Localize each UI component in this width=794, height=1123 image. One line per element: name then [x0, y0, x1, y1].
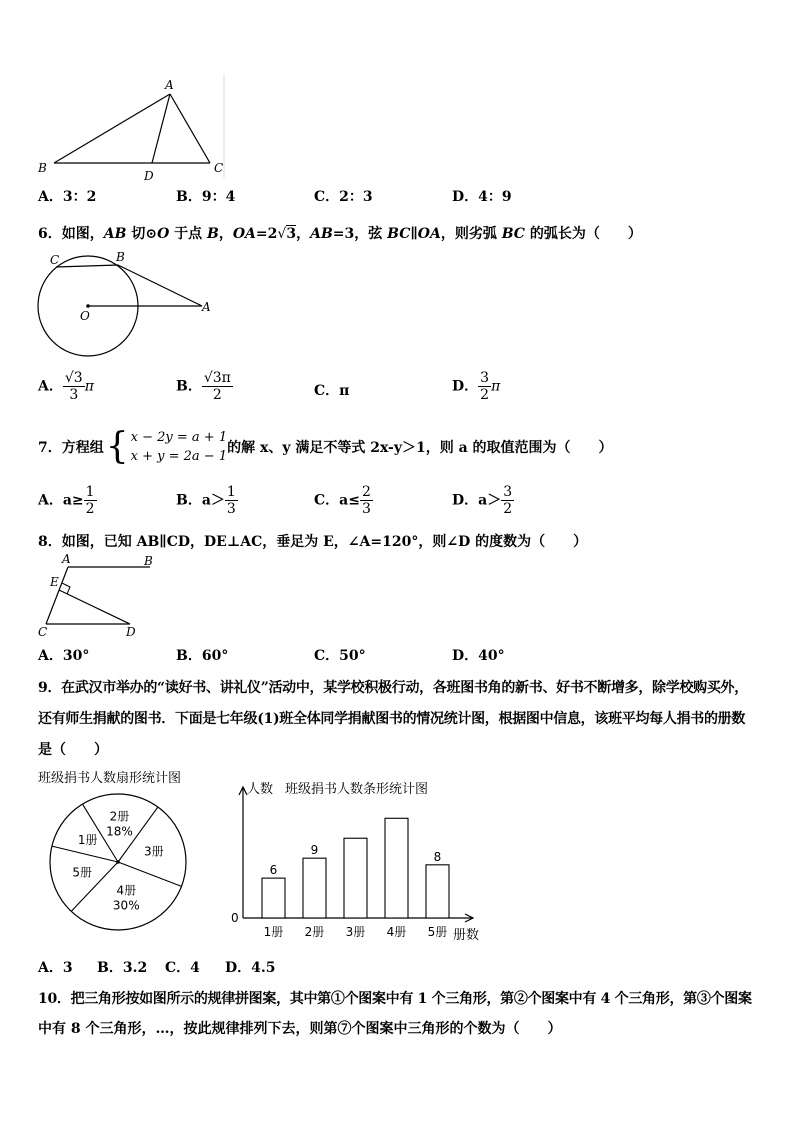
equation-1: x − 2y = a + 1: [130, 430, 228, 445]
bar-4册: [385, 818, 408, 918]
pie-slice-4: [72, 866, 92, 880]
point-b-label: B: [116, 250, 125, 264]
q9-option-b[interactable]: B．3.2: [97, 960, 148, 976]
x-axis-label: 册数: [453, 928, 480, 943]
q10-stem-line2: 中有 8 个三角形，…，按此规律排列下去，则第⑦个图案中三角形的个数为（ ）: [38, 1021, 562, 1037]
point-d-label: D: [126, 625, 136, 639]
q8-stem: 8．如图，已知 AB∥CD，DE⊥AC，垂足为 E，∠A=120°，则∠D 的度数为（ ）: [38, 534, 588, 550]
parallel-lines-figure: [30, 552, 160, 642]
q8-option-d[interactable]: D．40°: [452, 648, 505, 664]
q7-option-d[interactable]: D．a＞ $\frac{3}{2}$: [452, 484, 513, 517]
q9-option-c[interactable]: C．4: [165, 960, 200, 976]
triangle-abc-figure: [30, 72, 230, 182]
point-c-label: C: [50, 253, 60, 267]
q9-stem-line2: 还有师生捐献的图书．下面是七年级(1)班全体同学捐献图书的情况统计图，根据图中信息，该班平均每人捐书的册数: [38, 711, 746, 727]
point-a-label: A: [62, 552, 71, 566]
x-tick-label: 1册: [263, 925, 284, 939]
point-c-label: C: [38, 625, 48, 639]
pie-slice-label: 1册: [77, 833, 98, 848]
q7-option-c[interactable]: C．a≤ $\frac{2}{3}$: [314, 484, 371, 517]
q5-option-a[interactable]: A．3：2: [38, 189, 97, 205]
point-o-label: O: [80, 309, 90, 323]
bar-5册: [426, 865, 449, 918]
q6-option-c[interactable]: C．π: [314, 383, 350, 399]
q6-stem: 6．如图，AB 切⊙O 于点 B，OA=2√3，AB=3，弦 BC∥OA，则劣弧 BC 的弧长为（ ）: [38, 226, 642, 242]
bar-data-label: 6: [269, 863, 278, 878]
x-tick-label: 5册: [427, 925, 448, 939]
q9-stem-line3: 是（ ）: [38, 742, 108, 758]
bar-1册: [262, 878, 285, 918]
pie-slice-label: 5册: [72, 865, 92, 880]
origin-label: 0: [231, 911, 239, 925]
equation-2: x + y = 2a − 1: [130, 449, 228, 464]
point-b-label: B: [38, 161, 47, 175]
q10-stem-line1: 10．把三角形按如图所示的规律拼图案，其中第①个图案中有 1 个三角形，第②个图案中有 4 个三角形，第③个图案: [38, 991, 752, 1007]
point-c-label: C: [214, 161, 224, 175]
q8-option-a[interactable]: A．30°: [38, 648, 90, 664]
x-tick-label: 4册: [386, 925, 407, 939]
pie-slice-label: 4册: [116, 883, 137, 898]
equation-system-brace: {: [105, 426, 129, 467]
point-e-label: E: [50, 575, 59, 589]
pie-slice-label: 2册: [109, 809, 130, 824]
pie-slice-percent: 30%: [112, 898, 140, 913]
q9-stem-line1: 9．在武汉市举办的“读好书、讲礼仪”活动中，某学校积极行动，各班图书角的新书、好书不断增多，除学校购买外，: [38, 680, 748, 696]
q5-option-b[interactable]: B．9：4: [176, 189, 236, 205]
point-a-label: A: [202, 300, 211, 314]
pie-slice-1: [106, 810, 133, 839]
q6-option-d[interactable]: D． $\frac{3}{2}$ π: [452, 370, 501, 403]
q7-option-a[interactable]: A．a≥ $\frac{1}{2}$: [38, 484, 95, 517]
q7-option-b[interactable]: B．a＞ $\frac{1}{3}$: [176, 484, 236, 517]
q8-option-c[interactable]: C．50°: [314, 648, 366, 664]
q9-option-d[interactable]: D．4.5: [225, 960, 276, 976]
q7-stem: 7．方程组 { x − 2y = a + 1 x + y = 2a − 1 的解 x、y 满足不等式 2x-y＞1，则 a 的取值范围为（ ）: [38, 426, 613, 467]
x-tick-label: 2册: [304, 925, 325, 939]
q6-option-a[interactable]: A． $\frac{√3}{3}$ π: [38, 370, 94, 403]
bar-chart-title: 班级捐书人数条形统计图: [285, 782, 429, 797]
point-d-label: D: [144, 169, 154, 182]
bar-2册: [303, 858, 326, 918]
point-a-label: A: [165, 78, 174, 92]
pie-slice-5: [78, 833, 98, 847]
pie-center: [116, 860, 120, 864]
bar-data-label: 8: [433, 849, 442, 864]
pie-slice-3: [113, 883, 140, 912]
pie-slice-2: [144, 844, 164, 858]
point-b-label: B: [144, 554, 153, 568]
q8-option-b[interactable]: B．60°: [176, 648, 229, 664]
pie-chart-title: 班级捐书人数扇形统计图: [38, 771, 182, 786]
q6-option-b[interactable]: B． $\frac{√3\pi}{2}$: [176, 370, 231, 403]
bar-3册: [344, 838, 367, 918]
q5-option-d[interactable]: D．4：9: [452, 189, 512, 205]
pie-slice-label: 3册: [144, 844, 164, 859]
bar-data-label: 9: [310, 843, 319, 858]
pie-slice-percent: 18%: [106, 824, 133, 839]
y-axis-label: 人数: [247, 782, 274, 797]
x-tick-label: 3册: [345, 925, 366, 939]
bar-chart: [225, 775, 495, 950]
q9-option-a[interactable]: A．3: [38, 960, 73, 976]
circle-tangent-figure: [30, 248, 220, 360]
q5-option-c[interactable]: C．2：3: [314, 189, 373, 205]
pie-chart: [40, 790, 200, 940]
